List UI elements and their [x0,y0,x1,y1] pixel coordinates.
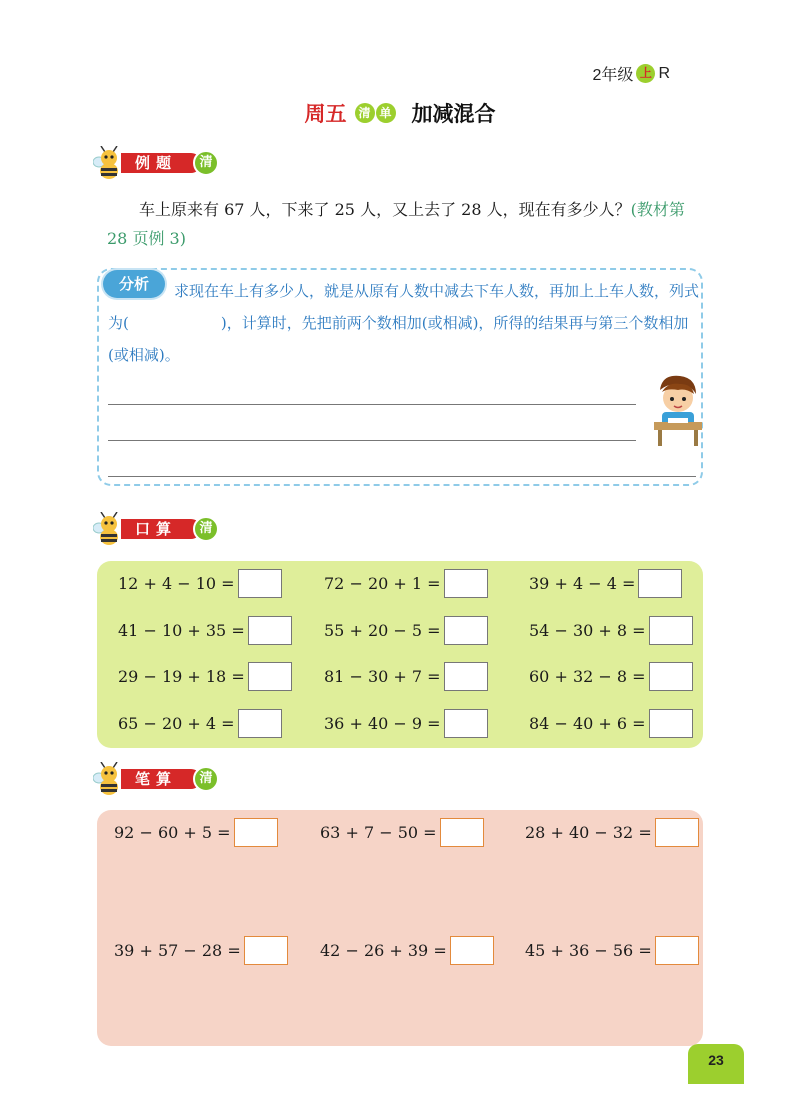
oral-answer-box[interactable] [649,616,693,645]
oral-equation [324,616,488,645]
section-header-written [93,762,219,796]
written-equation-text: 45 + 36 − 56 = [525,941,652,960]
problem-reference: (教材第 28 页例 3) [107,200,685,248]
section-badge-example: 清 [193,150,219,176]
section-label-written: 笔算 [121,769,201,789]
title-badge-char-1: 清 [355,103,375,123]
oral-equation [529,616,693,645]
oral-equation-text: 65 − 20 + 4 = [118,714,235,733]
bee-icon [93,512,127,546]
analysis-tag: 分析 [103,270,165,298]
written-equation-text: 63 + 7 − 50 = [320,823,437,842]
written-answer-box[interactable] [655,936,699,965]
title-topic: 加减混合 [411,102,496,126]
written-equation-text: 39 + 57 − 28 = [114,941,241,960]
grade-suffix: R [658,64,670,82]
answer-line-3[interactable] [108,476,696,477]
oral-equation-text: 84 − 40 + 6 = [529,714,646,733]
bee-icon [93,762,127,796]
problem-text: 车上原来有 67 人，下来了 25 人，又上去了 28 人，现在有多少人？ [139,200,631,219]
grade-prefix: 2年级 [592,67,634,84]
written-equation [320,936,494,965]
oral-equation-text: 55 + 20 − 5 = [324,621,441,640]
oral-equation [118,662,292,691]
section-badge-written: 清 [193,766,219,792]
oral-equation [324,662,488,691]
written-answer-box[interactable] [655,818,699,847]
analysis-text-part1: 求现在车上有多少人，就是从原有人数中减去下车人数，再加上上车人数，列式为( [108,282,700,332]
oral-equation-text: 36 + 40 − 9 = [324,714,441,733]
oral-answer-box[interactable] [444,569,488,598]
answer-line-2[interactable] [108,440,636,441]
page-number: 23 [688,1044,744,1084]
section-label-example: 例题 [121,153,201,173]
grade-tag [593,62,670,85]
written-answer-box[interactable] [440,818,484,847]
oral-equation [324,569,488,598]
oral-equation-text: 12 + 4 − 10 = [118,574,235,593]
oral-answer-box[interactable] [238,709,282,738]
oral-equation [118,569,282,598]
written-answer-box[interactable] [450,936,494,965]
oral-equation-text: 41 − 10 + 35 = [118,621,245,640]
oral-equation [529,662,693,691]
page-title [0,98,800,128]
oral-answer-box[interactable] [649,709,693,738]
oral-equation-text: 81 − 30 + 7 = [324,667,441,686]
oral-equation-text: 72 − 20 + 1 = [324,574,441,593]
oral-equation-text: 54 − 30 + 8 = [529,621,646,640]
oral-answer-box[interactable] [444,616,488,645]
written-answer-box[interactable] [234,818,278,847]
written-equation-text: 92 − 60 + 5 = [114,823,231,842]
written-answer-box[interactable] [244,936,288,965]
grade-circle: 上 [636,64,655,83]
oral-equation [529,569,682,598]
analysis-text-part2: )，计算时，先把前两个数相加(或相减)，所得的结果再与第三个数相加(或相减)。 [108,314,689,364]
analysis-text [108,275,704,371]
oral-answer-box[interactable] [248,662,292,691]
oral-answer-box[interactable] [444,709,488,738]
section-header-oral [93,512,219,546]
oral-equation-text: 29 − 19 + 18 = [118,667,245,686]
title-day: 周五 [304,102,347,126]
written-equation [114,936,288,965]
section-label-oral: 口算 [121,519,201,539]
title-badge [355,103,396,123]
oral-answer-box[interactable] [444,662,488,691]
boy-studying-illustration [650,372,706,448]
title-badge-char-2: 单 [376,103,396,123]
written-equation [320,818,484,847]
oral-answer-box[interactable] [638,569,682,598]
section-header-example [93,146,219,180]
oral-equation [118,616,292,645]
written-equation [114,818,278,847]
written-equation-text: 42 − 26 + 39 = [320,941,447,960]
oral-answer-box[interactable] [238,569,282,598]
bee-icon [93,146,127,180]
section-badge-oral: 清 [193,516,219,542]
oral-answer-box[interactable] [248,616,292,645]
oral-equation-text: 39 + 4 − 4 = [529,574,636,593]
oral-answer-box[interactable] [649,662,693,691]
written-equation [525,818,699,847]
oral-equation [324,709,488,738]
written-equation-text: 28 + 40 − 32 = [525,823,652,842]
oral-equation [118,709,282,738]
written-equation [525,936,699,965]
oral-equation-text: 60 + 32 − 8 = [529,667,646,686]
oral-equation [529,709,693,738]
answer-line-1[interactable] [108,404,636,405]
example-problem [107,195,707,253]
